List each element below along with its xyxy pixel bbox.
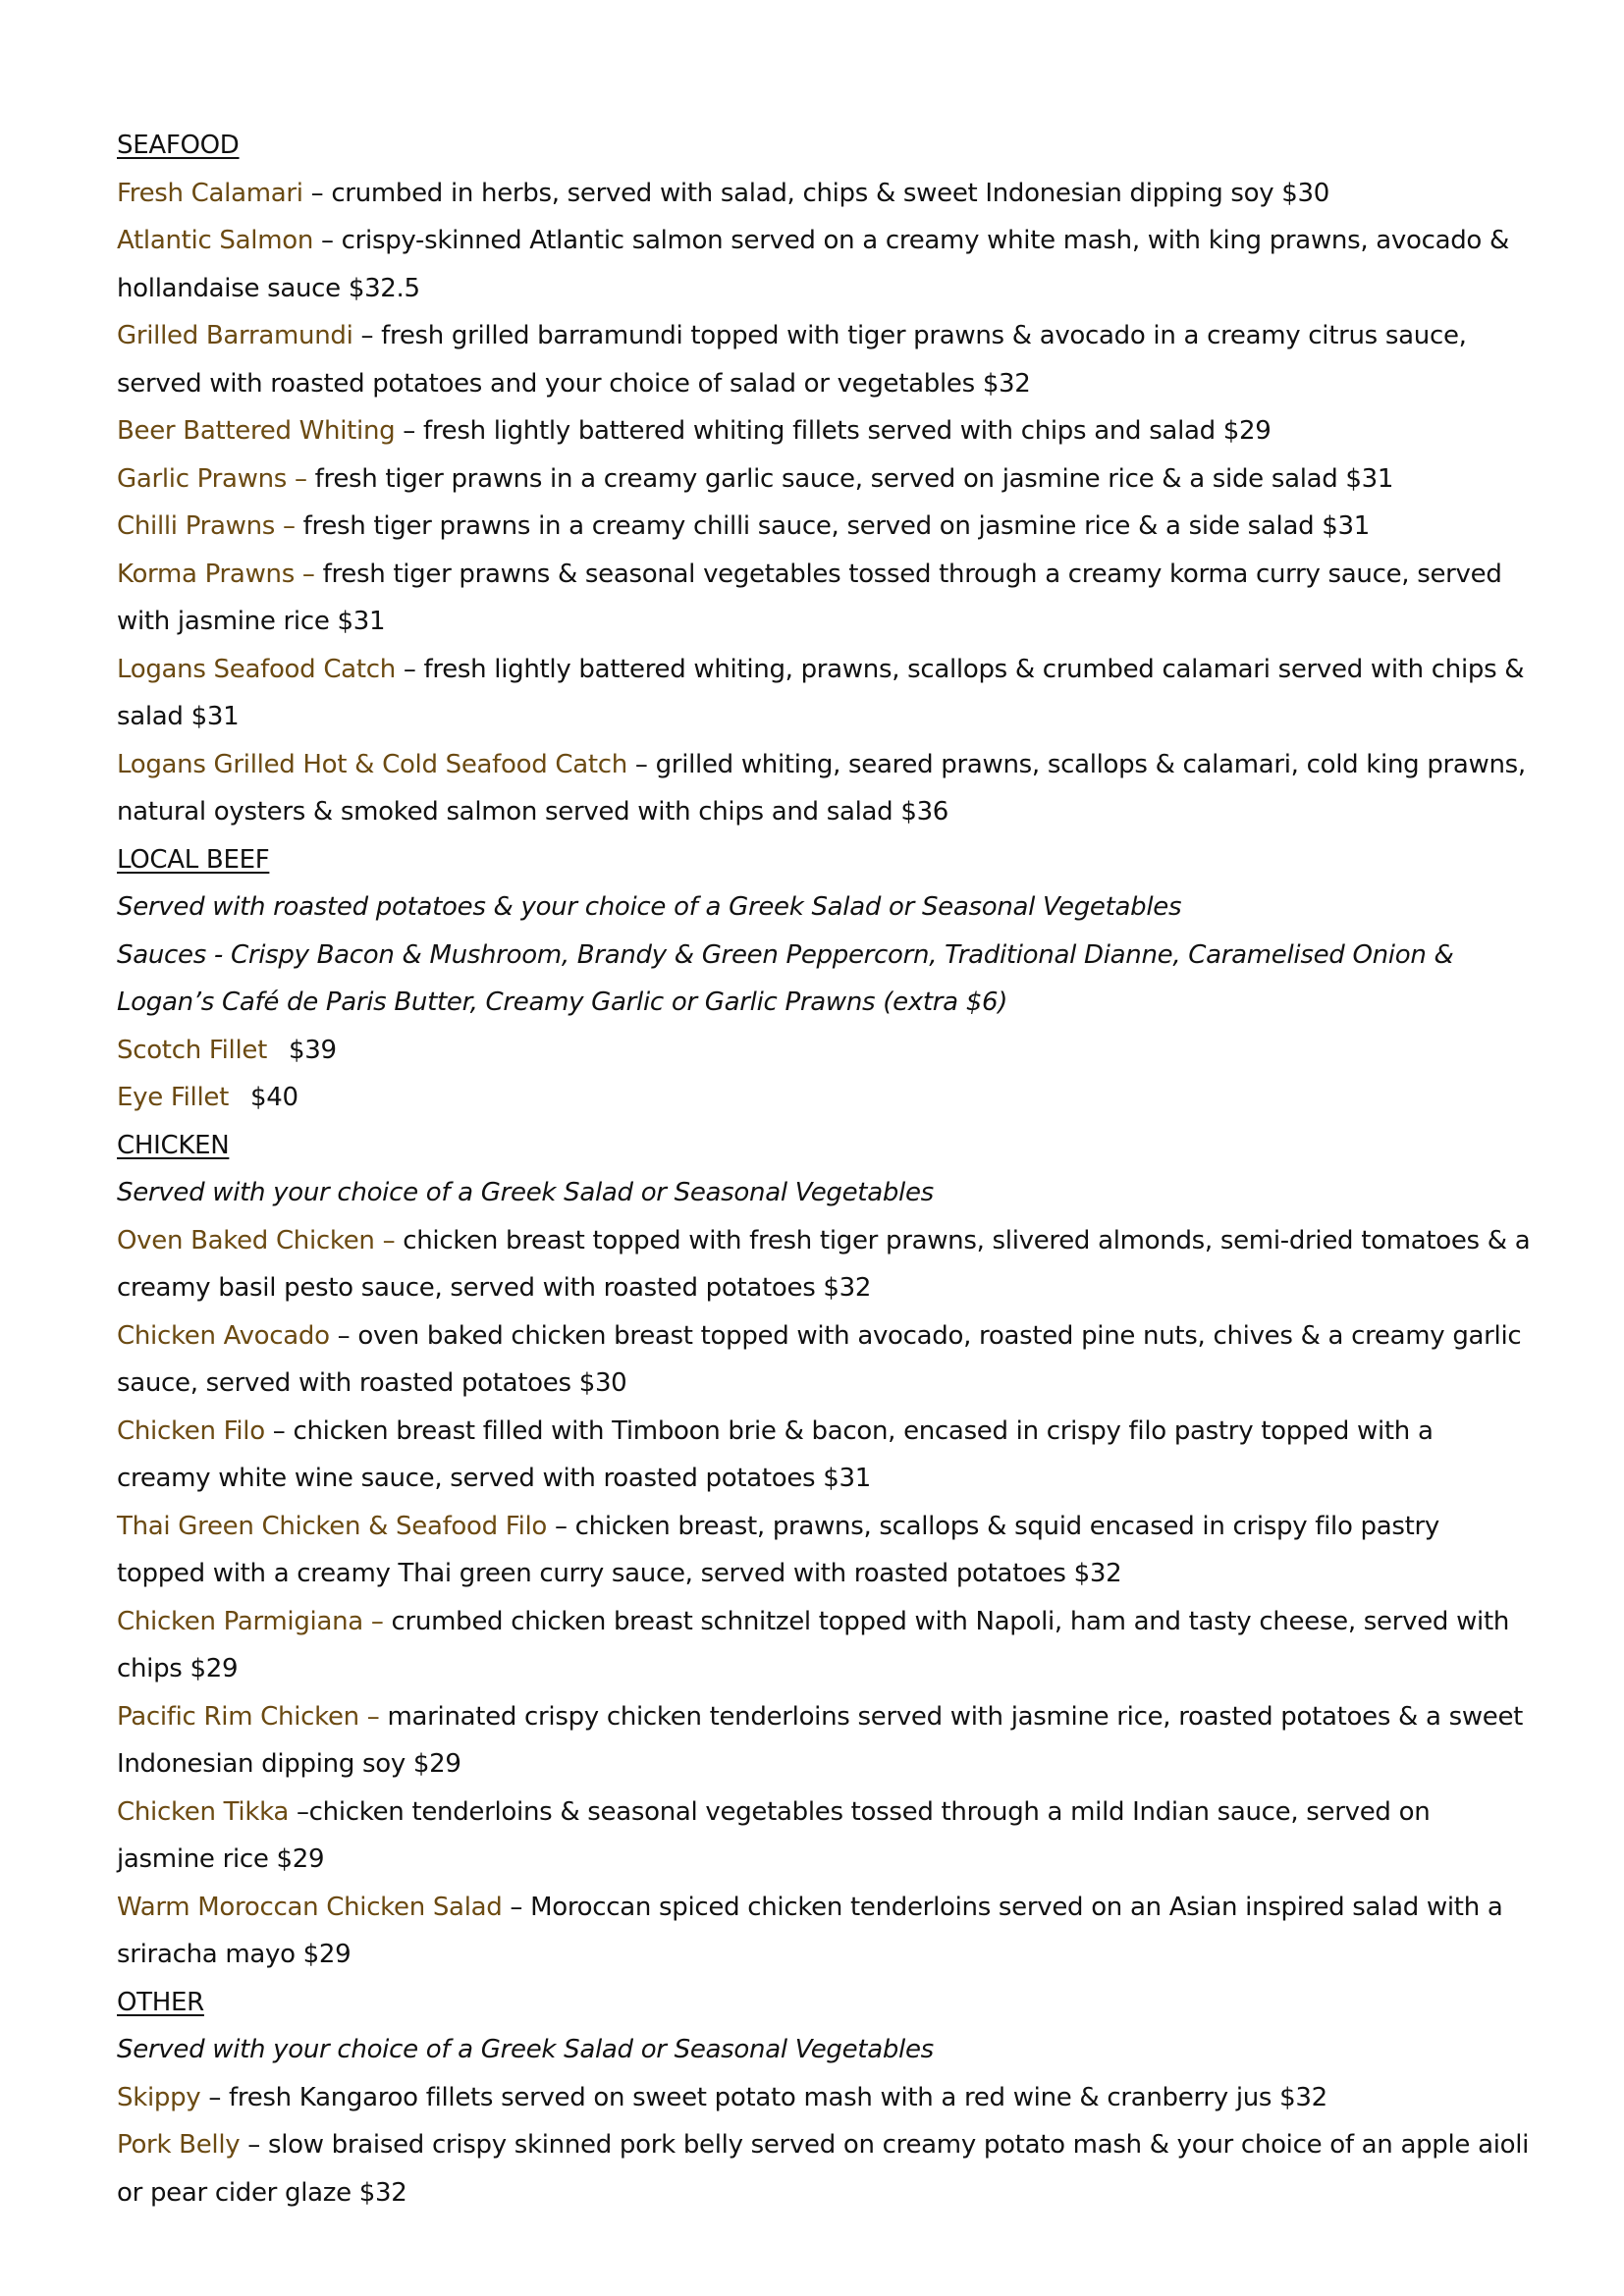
menu-item-name: Korma Prawns – bbox=[117, 559, 315, 589]
menu-item-name: Scotch Fillet bbox=[117, 1035, 267, 1065]
menu-item-desc: fresh tiger prawns in a creamy chilli sauce, served on jasmine rice & a side salad $31 bbox=[295, 511, 1370, 541]
menu-item-name: Atlantic Salmon bbox=[117, 226, 314, 255]
menu-item-desc: crumbed chicken breast schnitzel topped with Napoli, ham and tasty cheese, served with chips $29 bbox=[117, 1606, 1510, 1683]
menu-item-name: Warm Moroccan Chicken Salad bbox=[117, 1892, 503, 1922]
menu-item-desc: – chicken breast, prawns, scallops & squid encased in crispy filo pastry topped with a creamy Thai green curry sauce, served with roasted potatoes $32 bbox=[117, 1511, 1440, 1588]
menu-item bbox=[117, 312, 1531, 407]
menu-item-desc: – grilled whiting, seared prawns, scallops & calamari, cold king prawns, natural oysters & smoked salmon served with chips and salad $36 bbox=[117, 749, 1526, 827]
menu-item-desc: fresh tiger prawns & seasonal vegetables tossed through a creamy korma curry sauce, served with jasmine rice $31 bbox=[117, 559, 1502, 636]
menu-item-desc: – chicken breast filled with Timboon brie & bacon, encased in crispy filo pastry topped with a creamy white wine sauce, served with roasted potatoes $31 bbox=[117, 1415, 1434, 1493]
menu-item bbox=[117, 1408, 1531, 1503]
menu-item-name: Skippy bbox=[117, 2082, 201, 2112]
section-heading-other: OTHER bbox=[117, 1987, 204, 2017]
menu-item-name: Chicken Parmigiana – bbox=[117, 1606, 384, 1636]
menu-item-name: Pacific Rim Chicken – bbox=[117, 1701, 380, 1732]
menu-item-name: Thai Green Chicken & Seafood Filo bbox=[117, 1511, 548, 1541]
menu-item-desc: – fresh lightly battered whiting fillets served with chips and salad $29 bbox=[395, 416, 1272, 446]
section-note: Served with roasted potatoes & your choice of a Greek Salad or Seasonal Vegetables bbox=[117, 892, 1182, 922]
menu-item bbox=[117, 2121, 1531, 2216]
menu-item-desc: – oven baked chicken breast topped with avocado, roasted pine nuts, chives & a creamy garlic sauce, served with roasted potatoes $30 bbox=[117, 1320, 1522, 1398]
menu-item bbox=[117, 1027, 1531, 1075]
menu-item bbox=[117, 1217, 1531, 1312]
menu-item-name: Logans Seafood Catch bbox=[117, 654, 396, 684]
menu-item bbox=[117, 1598, 1531, 1693]
menu-item bbox=[117, 646, 1531, 741]
menu-item-name: Chicken Avocado bbox=[117, 1320, 330, 1351]
menu-item-desc: – slow braised crispy skinned pork belly served on creamy potato mash & your choice of an apple aioli or pear cider glaze $32 bbox=[117, 2130, 1530, 2208]
menu-item bbox=[117, 1789, 1531, 1884]
menu-item-name: Chicken Tikka bbox=[117, 1796, 290, 1827]
menu-item-desc: – crispy-skinned Atlantic salmon served on a creamy white mash, with king prawns, avocado & hollandaise sauce $32.5 bbox=[117, 226, 1509, 303]
menu-item-name: Fresh Calamari bbox=[117, 178, 303, 208]
menu-item-desc: marinated crispy chicken tenderloins served with jasmine rice, roasted potatoes & a sweet Indonesian dipping soy $29 bbox=[117, 1701, 1524, 1779]
menu-item-desc: fresh tiger prawns in a creamy garlic sauce, served on jasmine rice & a side salad $31 bbox=[306, 463, 1394, 494]
menu-item bbox=[117, 1884, 1531, 1979]
menu-item-name: Oven Baked Chicken – bbox=[117, 1225, 396, 1255]
menu-item-price: $40 bbox=[250, 1083, 298, 1112]
menu-item bbox=[117, 170, 1531, 218]
section-note: Served with your choice of a Greek Salad or Seasonal Vegetables bbox=[117, 1178, 934, 1207]
menu-item-name: Grilled Barramundi bbox=[117, 321, 353, 350]
menu-item-name: Chilli Prawns – bbox=[117, 511, 296, 541]
section-heading-local-beef: LOCAL BEEF bbox=[117, 844, 270, 875]
menu-item-price: $39 bbox=[288, 1035, 337, 1065]
menu-item-desc: – Moroccan spiced chicken tenderloins served on an Asian inspired salad with a sriracha mayo $29 bbox=[117, 1892, 1503, 1969]
menu-item bbox=[117, 2074, 1531, 2122]
menu-item-desc: – fresh lightly battered whiting, prawns, scallops & crumbed calamari served with chips & salad $31 bbox=[117, 654, 1525, 731]
section-note: Served with your choice of a Greek Salad or Seasonal Vegetables bbox=[117, 2035, 934, 2064]
menu-item bbox=[117, 1312, 1531, 1408]
menu-item bbox=[117, 407, 1531, 455]
menu-item-name: Eye Fillet bbox=[117, 1083, 230, 1112]
menu-item-name: Garlic Prawns – bbox=[117, 463, 307, 494]
menu-item-desc: –chicken tenderloins & seasonal vegetables tossed through a mild Indian sauce, served on jasmine rice $29 bbox=[117, 1796, 1431, 1874]
menu-item bbox=[117, 217, 1531, 312]
menu-item-desc: chicken breast topped with fresh tiger prawns, slivered almonds, semi-dried tomatoes & a creamy basil pesto sauce, served with roasted potatoes $32 bbox=[117, 1225, 1531, 1303]
menu-item-name: Chicken Filo bbox=[117, 1415, 265, 1446]
menu-item bbox=[117, 551, 1531, 646]
menu-item bbox=[117, 1693, 1531, 1789]
menu-item bbox=[117, 455, 1531, 504]
menu-item bbox=[117, 503, 1531, 551]
menu-item-desc: – fresh grilled barramundi topped with tiger prawns & avocado in a creamy citrus sauce, served with roasted potatoes and your choice of salad or vegetables $32 bbox=[117, 321, 1467, 399]
menu-item-desc: – fresh Kangaroo fillets served on sweet potato mash with a red wine & cranberry jus $32 bbox=[200, 2082, 1327, 2112]
menu-item bbox=[117, 1503, 1531, 1598]
menu-item-name: Pork Belly bbox=[117, 2130, 241, 2160]
menu-page bbox=[117, 122, 1531, 2216]
section-heading-chicken: CHICKEN bbox=[117, 1130, 230, 1160]
menu-item bbox=[117, 1074, 1531, 1122]
menu-item-name: Logans Grilled Hot & Cold Seafood Catch bbox=[117, 749, 627, 779]
menu-item bbox=[117, 741, 1531, 836]
menu-item-desc: – crumbed in herbs, served with salad, chips & sweet Indonesian dipping soy $30 bbox=[302, 178, 1329, 208]
menu-item-name: Beer Battered Whiting bbox=[117, 416, 396, 446]
section-heading-seafood: SEAFOOD bbox=[117, 131, 240, 160]
sauces-note: Sauces - Crispy Bacon & Mushroom, Brandy & Green Peppercorn, Traditional Dianne, Caramelised Onion & Logan’s Café de Paris Butter, Creamy Garlic or Garlic Prawns (extra $6) bbox=[117, 939, 1454, 1017]
